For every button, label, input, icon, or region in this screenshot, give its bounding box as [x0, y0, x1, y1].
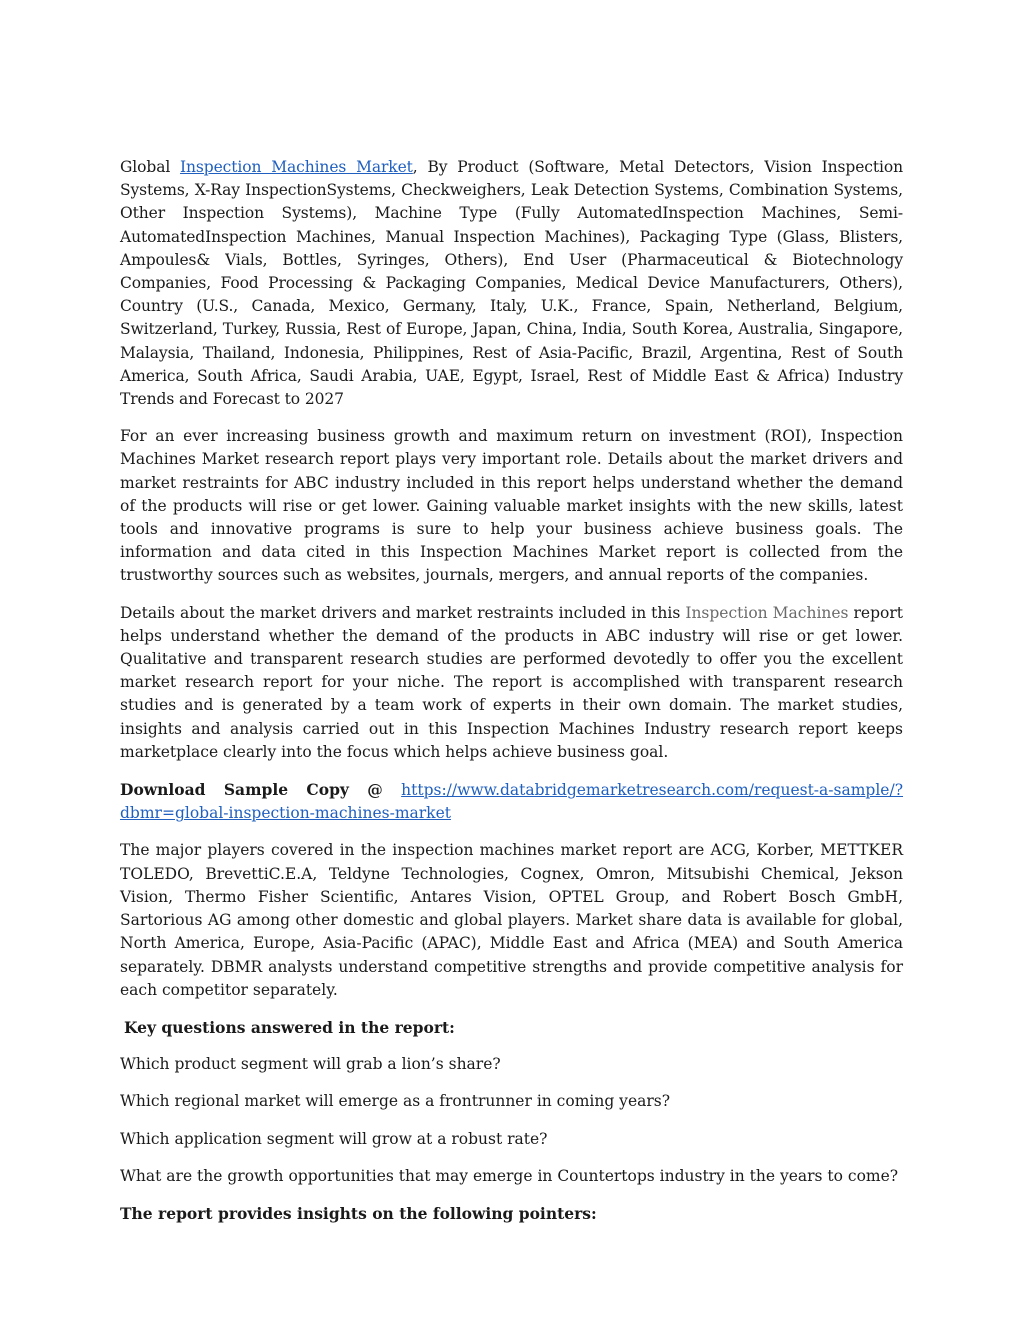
title-prefix: Global — [120, 158, 181, 176]
pointers-heading: The report provides insights on the following pointers: — [120, 1203, 597, 1223]
inspection-machines-market-link[interactable]: Inspection Machines Market — [180, 158, 413, 176]
question-item: What are the growth opportunities that may emerge in Countertops industry in the years to come? — [120, 1166, 899, 1185]
question-item: Which product segment will grab a lion’s share? — [120, 1055, 501, 1074]
download-sample-paragraph — [120, 778, 903, 825]
title-suffix: , By Product (Software, Metal Detectors, Vision Inspection Systems, X-Ray InspectionSystems, Checkweighers, Leak Detection Systems, Combination Systems, Other Inspection Systems), Machine Type (Fully AutomatedInspection Machines, Semi-AutomatedInspection Machines, Manual Inspection Machines), Packaging Type (Glass, Blisters, Ampoules& Vials, Bottles, Syringes, Others), End User (Pharmaceutical & Biotechnology Companies, Food Processing & Packaging Companies, Medical Device Manufacturers, Others), Country (U.S., Canada, Mexico, Germany, Italy, U.K., France, Spain, Netherland, Belgium, Switzerland, Turkey, Russia, Rest of Europe, Japan, China, India, South Korea, Australia, Singapore, Malaysia, Thailand, Indonesia, Philippines, Rest of Asia-Pacific, Brazil, Argentina, Rest of South America, South Africa, Saudi Arabia, UAE, Egypt, Israel, Rest of Middle East & Africa) Industry Trends and Forecast to 2027 — [120, 158, 903, 409]
report-title-paragraph — [120, 156, 903, 411]
key-questions-heading: Key questions answered in the report: — [124, 1017, 455, 1037]
roi-paragraph: For an ever increasing business growth and maximum return on investment (ROI), Inspection Machines Market research report plays very important role. Details about the market drivers and market restraints for ABC industry included in this report helps understand whether the demand of the products will rise or get lower. Gaining valuable market insights with the new skills, latest tools and innovative programs is sure to help your business achieve business goals. The information and data cited in this Inspection Machines Market report is collected from the trustworthy sources such as websites, journals, mergers, and annual reports of the companies. — [120, 427, 903, 585]
drivers-prefix: Details about the market drivers and market restraints included in this — [120, 603, 686, 622]
document-page — [120, 156, 903, 1239]
drivers-suffix: report helps understand whether the demand of the products in ABC industry will rise or get lower. Qualitative and transparent research studies are performed devotedly to offer you the excellent market research report for your niche. The report is accomplished with transparent research studies and is generated by a team work of experts in their own domain. The market studies, insights and analysis carried out in this Inspection Machines Industry research report keeps marketplace clearly into the focus which helps achieve business goal. — [120, 603, 903, 761]
question-item: Which regional market will emerge as a frontrunner in coming years? — [120, 1092, 671, 1111]
major-players-paragraph: The major players covered in the inspection machines market report are ACG, Korber, METTKER TOLEDO, BrevettiC.E.A, Teldyne Technologies, Cognex, Omron, Mitsubishi Chemical, Jekson Vision, Thermo Fisher Scientific, Antares Vision, OPTEL Group, and Robert Bosch GmbH, Sartorious AG among other domestic and global players. Market share data is available for global, North America, Europe, Asia-Pacific (APAC), Middle East and Africa (MEA) and South America separately. DBMR analysts understand competitive strengths and provide competitive analysis for each competitor separately. — [120, 841, 903, 999]
drivers-paragraph — [120, 602, 903, 764]
download-sample-label: Download Sample Copy @ — [120, 780, 402, 800]
sample-request-link[interactable]: https://www.databridgemarketresearch.com/request-a-sample/?dbmr=global-inspection-machines-market — [120, 781, 903, 823]
question-item: Which application segment will grow at a robust rate? — [120, 1129, 548, 1148]
inspection-machines-highlight: Inspection Machines — [685, 603, 849, 622]
